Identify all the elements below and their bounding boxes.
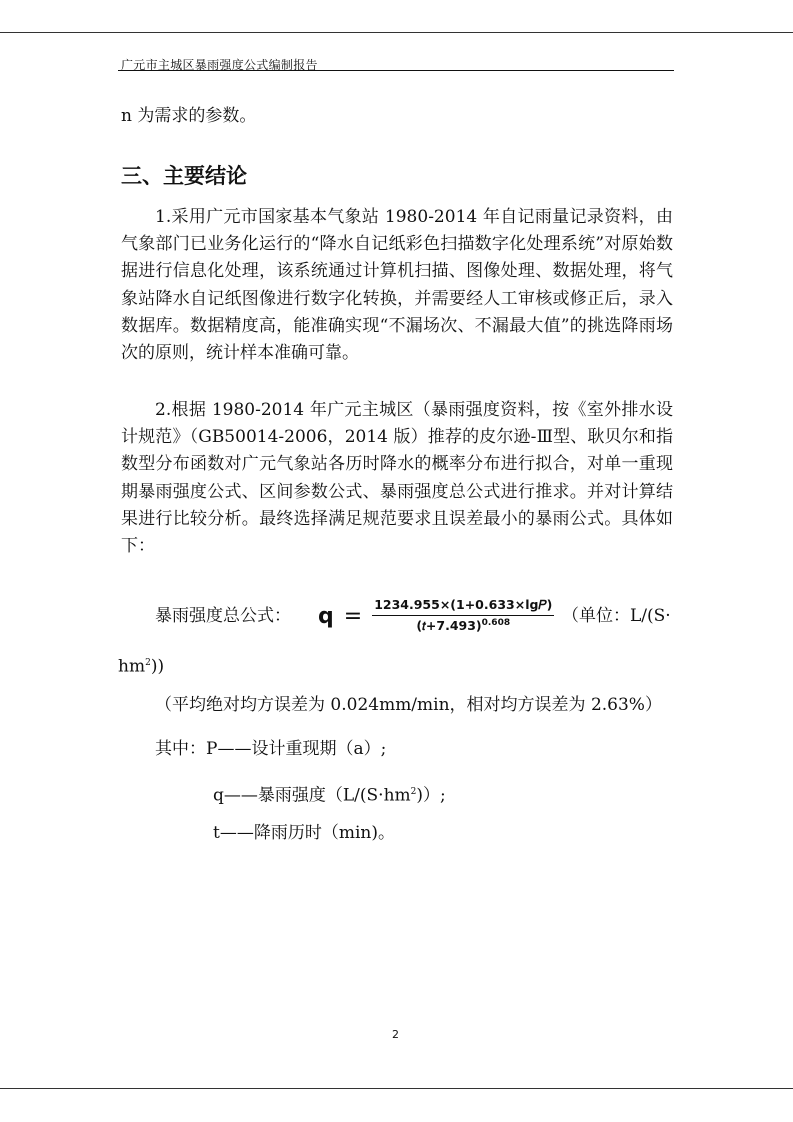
legend-p: 其中：P——设计重现期（a）; [155, 739, 387, 759]
page-bottom-border [0, 1088, 793, 1089]
error-note: （平均绝对均方误差为 0.024mm/min，相对均方误差为 2.63%） [155, 695, 662, 715]
formula-label: 暴雨强度总公式： [155, 606, 291, 626]
formula-fraction [372, 597, 554, 634]
legend-q-superscript: 2 [410, 787, 417, 797]
formula-equals: = [343, 603, 363, 629]
unit-close: )) [150, 656, 165, 677]
legend-t: t——降雨历时（min)。 [213, 823, 395, 843]
page-top-border [0, 32, 793, 33]
formula-denominator-base: (𝑡+7.493) [416, 618, 482, 634]
formula-q-symbol: q [318, 603, 334, 629]
formula-denominator [416, 616, 510, 634]
legend-q [213, 779, 446, 810]
section-heading: 三、主要结论 [121, 163, 247, 188]
intro-line: n 为需求的参数。 [121, 106, 257, 126]
formula-numerator: 1234.955×(1+0.633×lg𝑃) [372, 597, 554, 616]
formula-unit-continuation [118, 650, 164, 681]
unit-superscript: 2 [145, 658, 151, 668]
formula-denominator-exponent: 0.608 [481, 618, 511, 629]
legend-q-text: q——暴雨强度（L/(S·hm [213, 785, 411, 806]
legend-q-close: )）; [416, 785, 446, 806]
paragraph-2: 2.根据 1980-2014 年广元主城区（暴雨强度资料，按《室外排水设计规范》（GB50014-2006，2014 版）推荐的皮尔逊-Ⅲ型、耿贝尔和指数型分布函数对广元气象站各历时降水的概率分布进行拟合，对单一重现期暴雨强度公式、区间参数公式、暴雨强度总公式进行推求。并对计算结果进行比较分析。最终选择满足规范要求且误差最小的暴雨公式。具体如下： [121, 400, 673, 557]
running-header: 广元市主城区暴雨强度公式编制报告 [121, 58, 318, 72]
unit-hm: hm [118, 656, 146, 677]
paragraph-1: 1.采用广元市国家基本气象站 1980-2014 年自记雨量记录资料，由气象部门已业务化运行的“降水自记纸彩色扫描数字化处理系统”对原始数据进行信息化处理，该系统通过计算机扫描、图像处理、数据处理，将气象站降水自记纸图像进行数字化转换，并需要经人工审核或修正后，录入数据库。数据精度高，能准确实现“不漏场次、不漏最大值”的挑选降雨场次的原则，统计样本准确可靠。 [121, 207, 673, 364]
formula-unit-prefix: （单位：L/(S· [562, 606, 671, 626]
rainstorm-formula [318, 596, 554, 636]
page-number: 2 [392, 1028, 399, 1041]
header-rule [118, 70, 674, 71]
